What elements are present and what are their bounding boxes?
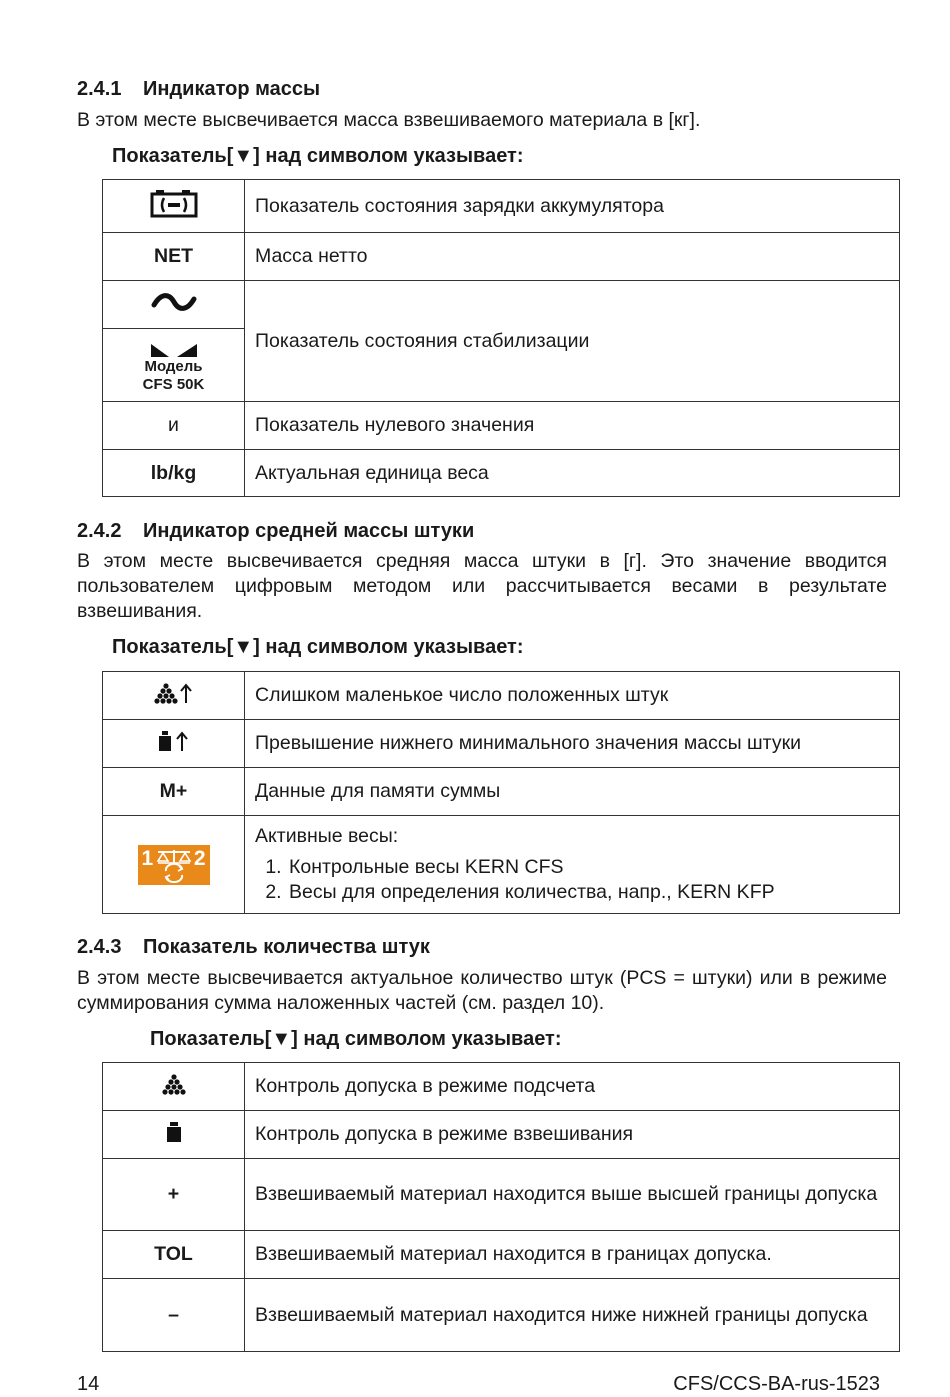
minus-symbol: – [103,1279,245,1352]
plus-symbol: + [103,1159,245,1231]
symbol-table-241 [102,179,900,497]
mplus-symbol: M+ [103,768,245,816]
table-row [103,672,900,720]
scales-switch-badge [138,845,210,885]
stability-triangles-icon [149,342,199,358]
table-row [103,1111,900,1159]
net-symbol: NET [103,233,245,281]
tol-symbol: TOL [103,1231,245,1279]
active-scales-list [255,855,899,905]
few-parts-desc: Слишком маленькое число положенных штук [245,672,900,720]
section-number: 2.4.2 [77,520,122,542]
table-row [103,402,900,450]
document-code: CFS/CCS-BA-rus-1523 [673,1373,880,1395]
table-row [103,450,900,497]
section-intro-242: В этом месте высвечивается средняя масса штуки в [г]. Это значение вводится пользователем цифровым методом или рассчитывается весами в результате взвешивания. [77,550,887,622]
tilde-stability-icon [151,291,197,313]
scale-switch-icon [154,847,194,883]
table-row [103,281,900,329]
weight-up-icon [157,730,191,752]
list-item: 2. Весы для определения количества, напр., KERN KFP [287,880,899,905]
pointer-caption-241: Показатель[▼] над символом указывает: [112,145,524,167]
zero-desc: Показатель нулевого значения [245,402,900,450]
zero-symbol: и [103,402,245,450]
model-name: CFS 50K [142,376,205,393]
table-row [103,1279,900,1352]
section-heading-243 [77,936,430,959]
symbol-table-243 [102,1062,900,1352]
above-desc: Взвешиваемый материал находится выше высшей границы допуска [245,1159,900,1231]
section-title: Индикатор средней массы штуки [143,520,475,542]
tol-weigh-desc: Контроль допуска в режиме взвешивания [245,1111,900,1159]
table-row [103,1231,900,1279]
parts-pile-up-icon [154,682,194,704]
table-row [103,180,900,233]
section-heading-242 [77,520,474,543]
page-number: 14 [77,1373,100,1395]
tol-count-desc: Контроль допуска в режиме подсчета [245,1063,900,1111]
table-row [103,233,900,281]
within-desc: Взвешиваемый материал находится в границах допуска. [245,1231,900,1279]
unit-symbol: lb/kg [103,450,245,497]
list-item: 1. Контрольные весы KERN CFS [287,855,899,880]
net-desc: Масса нетто [245,233,900,281]
section-title: Индикатор массы [143,78,321,100]
badge-right-number: 2 [193,846,206,870]
table-row [103,816,900,914]
section-number: 2.4.1 [77,78,122,100]
section-title: Показатель количества штук [143,936,430,958]
table-row [103,1063,900,1111]
badge-left-number: 1 [141,846,154,870]
active-scales-title: Активные весы: [255,825,399,847]
section-intro-243: В этом месте высвечивается актуальное количество штук (PCS = штуки) или в режиме суммирования сумма наложенных частей (см. раздел 10). [77,967,887,1014]
model-label: Модель [144,358,203,375]
pointer-caption-243: Показатель[▼] над символом указывает: [150,1028,562,1050]
weight-icon [165,1121,183,1143]
battery-desc: Показатель состояния зарядки аккумулятора [245,180,900,233]
table-row [103,768,900,816]
section-number: 2.4.3 [77,936,122,958]
symbol-table-242 [102,671,900,914]
pointer-caption-242: Показатель[▼] над символом указывает: [112,636,524,658]
min-weight-desc: Превышение нижнего минимального значения массы штуки [245,720,900,768]
mplus-desc: Данные для памяти суммы [245,768,900,816]
battery-icon [150,188,198,218]
unit-desc: Актуальная единица веса [245,450,900,497]
table-row [103,720,900,768]
stability-desc: Показатель состояния стабилизации [245,281,900,402]
section-heading-241 [77,78,320,101]
below-desc: Взвешиваемый материал находится ниже нижней границы допуска [245,1279,900,1352]
section-intro-241: В этом месте высвечивается масса взвешиваемого материала в [кг]. [77,109,701,131]
table-row [103,1159,900,1231]
parts-pile-icon [161,1073,187,1095]
